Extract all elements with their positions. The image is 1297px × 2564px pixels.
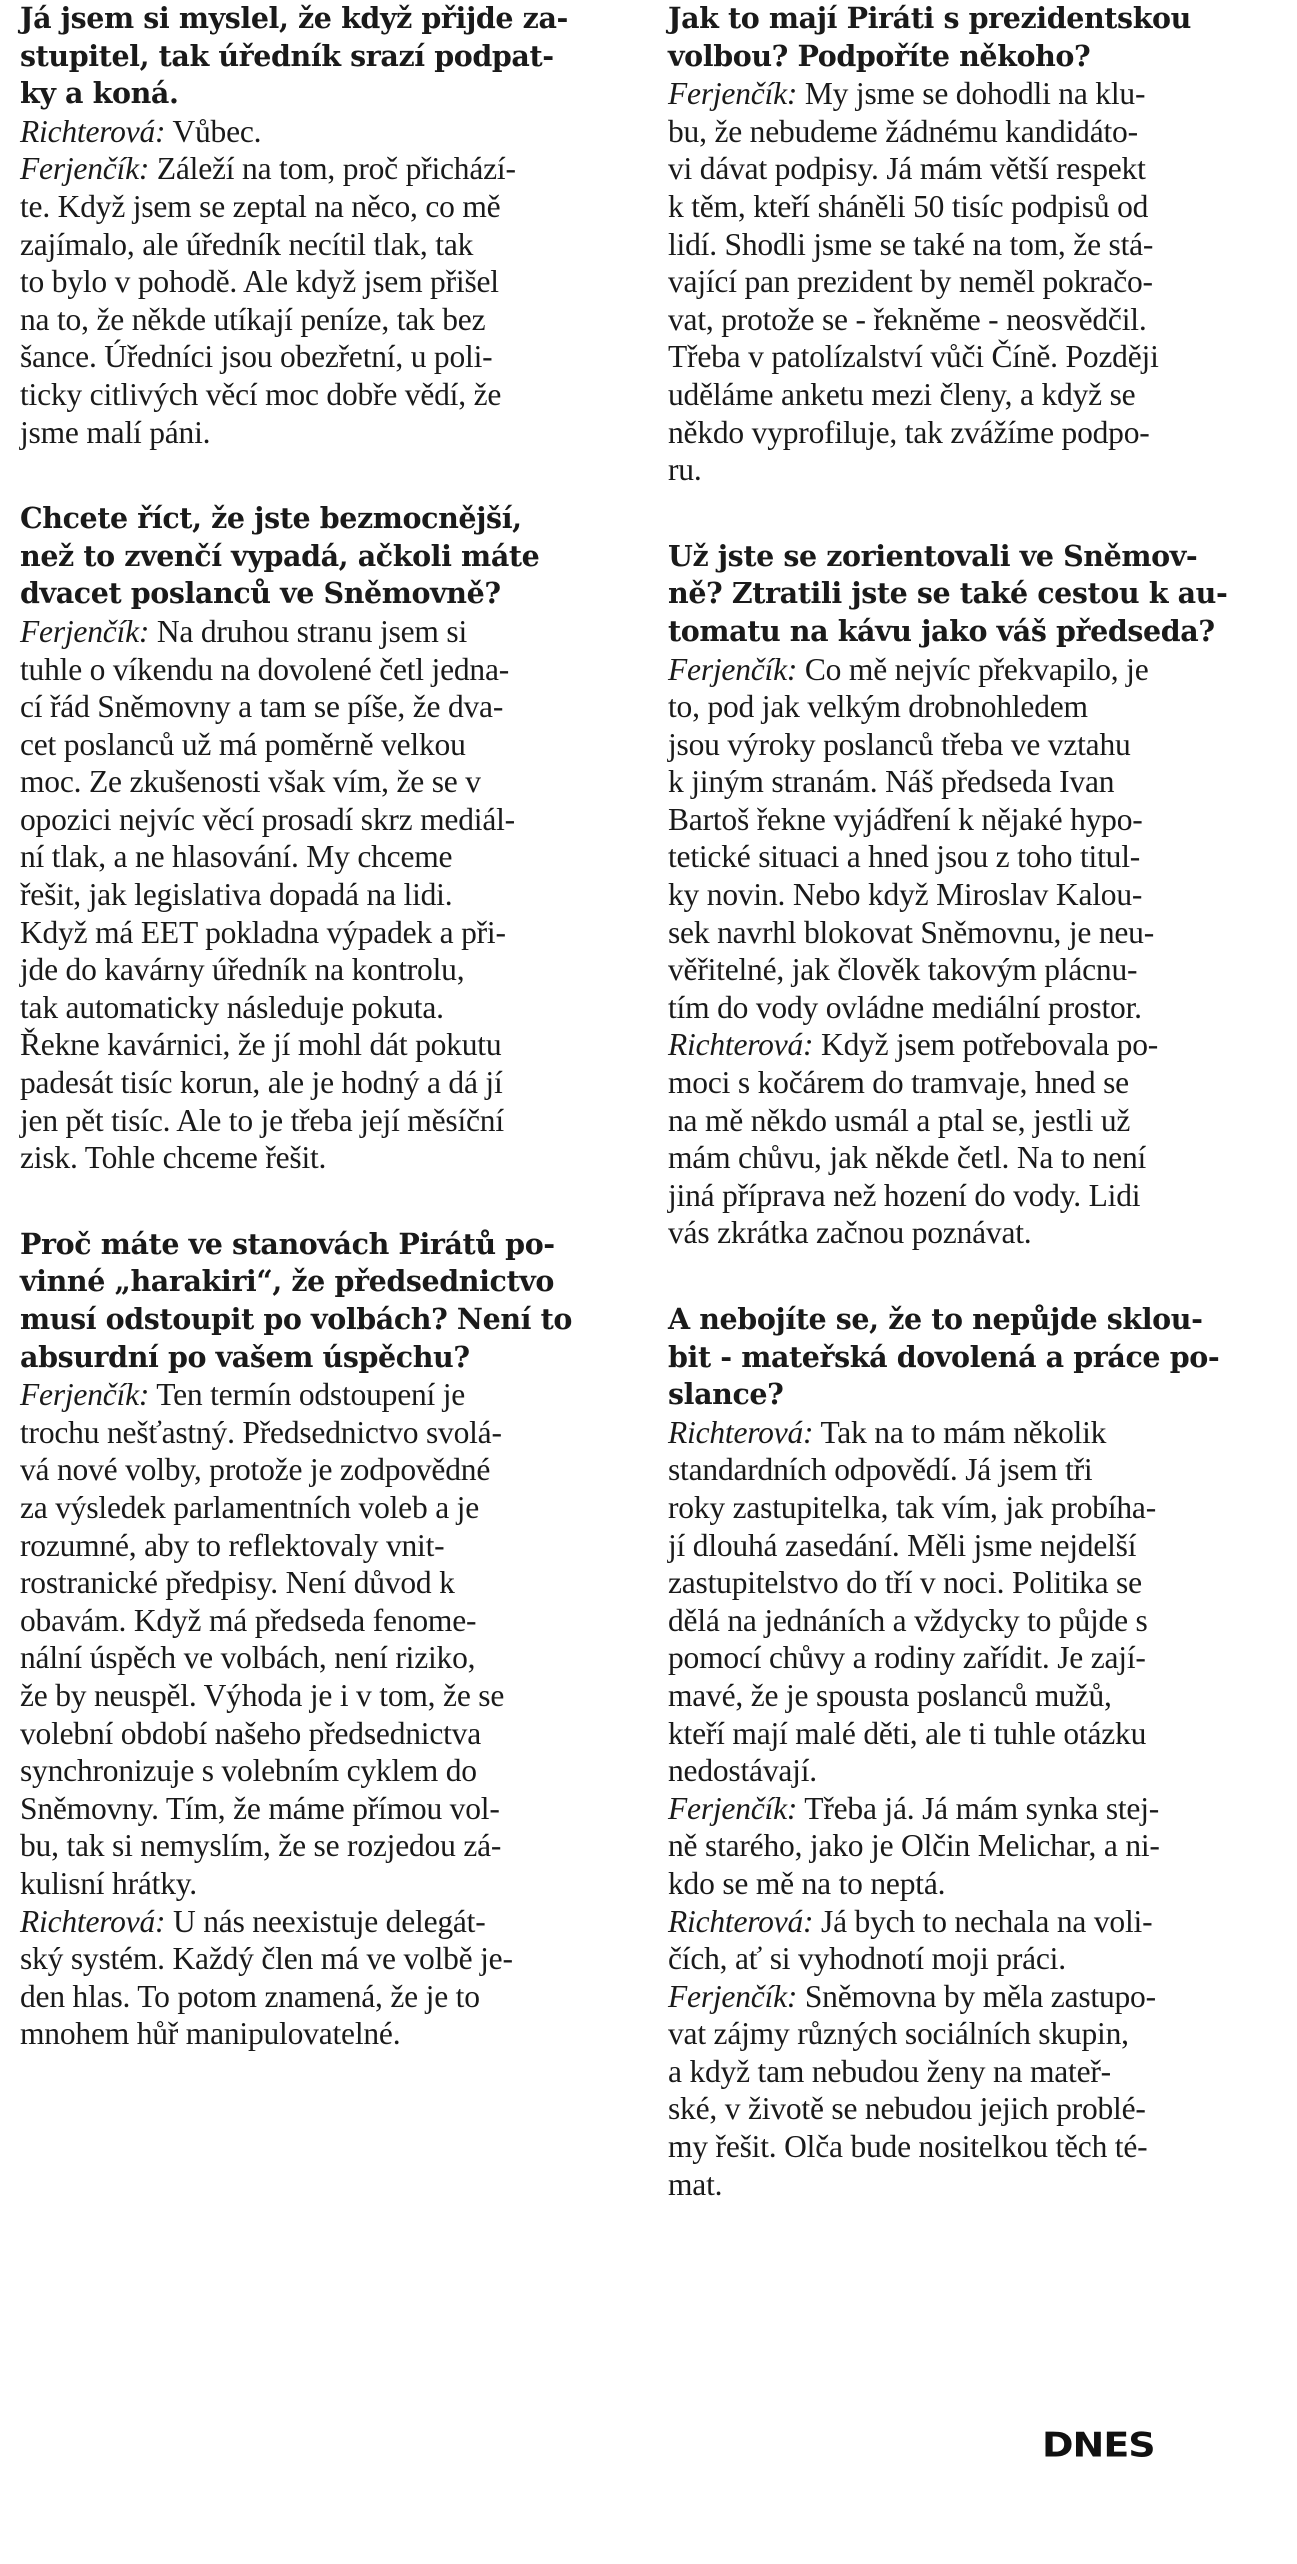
text-line: trochu nešťastný. Předsednictvo svolá- xyxy=(20,1414,502,1450)
interview-answer xyxy=(668,1903,1268,1978)
text-line: kdo se mě na to neptá. xyxy=(668,1865,946,1901)
text-line: Jak to mají Piráti s prezidentskou xyxy=(668,1,1191,35)
text-line: cet poslanců už má poměrně velkou xyxy=(20,726,466,762)
text-line: kulisní hrátky. xyxy=(20,1865,197,1901)
speaker-name: Richterová: xyxy=(668,1414,814,1450)
interview-question xyxy=(668,538,1268,651)
text-line: volbou? Podpoříte někoho? xyxy=(668,38,1091,73)
interview-answer xyxy=(668,1026,1268,1252)
speaker-name: Ferjenčík: xyxy=(668,76,798,112)
text-line: bit - mateřská dovolená a práce po- xyxy=(668,1339,1220,1374)
text-line: Záleží na tom, proč přichází- xyxy=(156,151,516,187)
text-line: vat, protože se - řekněme - neosvědčil. xyxy=(668,301,1147,337)
text-line: mám chůvu, jak někde četl. Na to není xyxy=(668,1140,1147,1176)
text-line: Já bych to nechala na voli- xyxy=(821,1903,1153,1939)
text-line: ky a koná. xyxy=(20,76,179,111)
text-line: den hlas. To potom znamená, že je to xyxy=(20,1978,480,2014)
text-line: Co mě nejvíc překvapilo, je xyxy=(804,651,1149,687)
interview-answer xyxy=(668,1414,1268,1790)
text-line: vás zkrátka začnou poznávat. xyxy=(668,1215,1032,1251)
text-line: mnohem hůř manipulovatelné. xyxy=(20,2016,401,2052)
speaker-name: Richterová: xyxy=(668,1903,814,1939)
text-line: ky novin. Nebo když Miroslav Kalou- xyxy=(668,877,1143,913)
interview-question xyxy=(20,500,620,613)
speaker-name: Richterová: xyxy=(20,113,166,149)
paragraph-gap xyxy=(20,451,620,500)
text-line: jsme malí páni. xyxy=(20,414,211,450)
speaker-name: Ferjenčík: xyxy=(668,651,798,687)
interview-answer xyxy=(668,1790,1268,1903)
speaker-name: Ferjenčík: xyxy=(20,1377,150,1413)
text-line: bu, tak si nemyslím, že se rozjedou zá- xyxy=(20,1828,502,1864)
text-line: vinné „harakiri“, že předsednictvo xyxy=(20,1264,554,1299)
text-line: vá nové volby, protože je zodpovědné xyxy=(20,1452,491,1488)
text-line: volební období našeho předsednictva xyxy=(20,1715,482,1751)
text-line: to, pod jak velkým drobnohledem xyxy=(668,689,1088,725)
text-line: to bylo v pohodě. Ale když jsem přišel xyxy=(20,264,499,300)
text-line: ské, v životě se nebudou jejich problé- xyxy=(668,2091,1146,2127)
text-line: tuhle o víkendu na dovolené četl jedna- xyxy=(20,651,510,687)
text-line: A nebojíte se, že to nepůjde sklou- xyxy=(668,1302,1203,1336)
text-line: nální úspěch ve volbách, není riziko, xyxy=(20,1640,476,1676)
text-line: jen pět tisíc. Ale to je třeba její měsíční xyxy=(20,1102,504,1138)
text-line: tomatu na kávu jako váš předseda? xyxy=(668,613,1215,648)
text-line: roky zastupitelka, tak vím, jak probíha- xyxy=(668,1489,1156,1525)
text-line: zisk. Tohle chceme řešit. xyxy=(20,1140,327,1176)
paragraph-gap xyxy=(20,1177,620,1226)
text-line: rostranické předpisy. Není důvod k xyxy=(20,1565,455,1601)
speaker-name: Ferjenčík: xyxy=(20,613,150,649)
text-line: standardních odpovědí. Já jsem tři xyxy=(668,1452,1093,1488)
text-line: Když má EET pokladna výpadek a při- xyxy=(20,914,506,950)
text-line: ru. xyxy=(668,452,702,488)
speaker-name: Richterová: xyxy=(668,1027,814,1063)
text-line: Na druhou stranu jsem si xyxy=(156,613,468,649)
text-line: Třeba já. Já mám synka stej- xyxy=(804,1790,1160,1826)
text-line: vi dávat podpisy. Já mám větší respekt xyxy=(668,151,1146,187)
text-line: jí dlouhá zasedání. Měli jsme nejdelší xyxy=(668,1527,1137,1563)
text-line: než to zvenčí vypadá, ačkoli máte xyxy=(20,538,540,573)
text-line: vající pan prezident by neměl pokračo- xyxy=(668,264,1153,300)
text-line: mat. xyxy=(668,2166,723,2202)
text-line: že by neuspěl. Výhoda je i v tom, že se xyxy=(20,1677,505,1713)
text-line: slance? xyxy=(668,1377,784,1412)
text-line: někdo vyprofiluje, tak zvážíme podpo- xyxy=(668,414,1150,450)
text-line: cí řád Sněmovny a tam se píše, že dva- xyxy=(20,689,504,725)
speaker-name: Ferjenčík: xyxy=(20,151,150,187)
text-line: stupitel, tak úředník srazí podpat- xyxy=(20,38,554,73)
interview-answer xyxy=(20,1903,620,2053)
text-line: my řešit. Olča bude nositelkou těch té- xyxy=(668,2129,1148,2165)
text-line: ticky citlivých věcí moc dobře vědí, že xyxy=(20,376,502,412)
text-line: za výsledek parlamentních voleb a je xyxy=(20,1489,479,1525)
text-line: mavé, že je spousta poslanců mužů, xyxy=(668,1677,1112,1713)
text-line: na to, že někde utíkají peníze, tak bez xyxy=(20,301,486,337)
text-line: vat zájmy různých sociálních skupin, xyxy=(668,2016,1129,2052)
text-line: te. Když jsem se zeptal na něco, co mě xyxy=(20,188,501,224)
text-line: U nás neexistuje delegát- xyxy=(173,1903,486,1939)
interview-question xyxy=(668,1301,1268,1414)
text-line: ně starého, jako je Olčin Melichar, a ni- xyxy=(668,1828,1160,1864)
text-line: k těm, kteří sháněli 50 tisíc podpisů od xyxy=(668,188,1149,224)
text-line: Chcete říct, že jste bezmocnější, xyxy=(20,501,522,536)
text-line: Když jsem potřebovala po- xyxy=(821,1027,1159,1063)
text-line: dělá na jednáních a vždycky to půjde s xyxy=(668,1602,1148,1638)
text-line: Proč máte ve stanovách Pirátů po- xyxy=(20,1226,555,1261)
text-line: Řekne kavárnici, že jí mohl dát pokutu xyxy=(20,1027,502,1063)
interview-answer xyxy=(20,613,620,1177)
text-line: synchronizuje s volebním cyklem do xyxy=(20,1753,477,1789)
text-line: musí odstoupit po volbách? Není to xyxy=(20,1302,572,1336)
paragraph-gap xyxy=(668,489,1268,538)
text-line: dvacet poslanců ve Sněmovně? xyxy=(20,576,501,611)
text-line: obavám. Když má předseda fenome- xyxy=(20,1602,477,1638)
interview-question xyxy=(20,1226,620,1376)
text-line: moci s kočárem do tramvaje, hned se xyxy=(668,1065,1129,1101)
interview-answer xyxy=(20,1376,620,1902)
interview-question xyxy=(20,0,620,113)
text-line: rozumné, aby to reflektovaly vnit- xyxy=(20,1527,445,1563)
speaker-name: Richterová: xyxy=(20,1903,166,1939)
text-line: tetické situaci a hned jsou z toho titul- xyxy=(668,839,1141,875)
text-line: tím do vody ovládne mediální prostor. xyxy=(668,989,1142,1025)
text-line: ský systém. Každý člen má ve volbě je- xyxy=(20,1941,513,1977)
text-line: nedostávají. xyxy=(668,1753,817,1789)
text-line: zajímalo, ale úředník necítil tlak, tak xyxy=(20,226,474,262)
text-line: Ten termín odstoupení je xyxy=(156,1377,466,1413)
text-line: kteří mají malé děti, ale ti tuhle otázku xyxy=(668,1715,1147,1751)
text-line: šance. Úředníci jsou obezřetní, u poli- xyxy=(20,339,493,375)
text-line: a když tam nebudou ženy na mateř- xyxy=(668,2053,1111,2089)
interview-answer xyxy=(20,150,620,451)
text-line: Vůbec. xyxy=(172,113,262,149)
text-line: čích, ať si vyhodnotí moji práci. xyxy=(668,1941,1066,1977)
text-line: jde do kavárny úředník na kontrolu, xyxy=(20,952,465,988)
speaker-name: Ferjenčík: xyxy=(668,1978,798,2014)
text-line: sek navrhl blokovat Sněmovnu, je neu- xyxy=(668,914,1155,950)
text-line: Už jste se zorientovali ve Sněmov- xyxy=(668,538,1198,573)
right-column xyxy=(668,0,1268,2203)
text-line: Sněmovny. Tím, že máme přímou vol- xyxy=(20,1790,500,1826)
text-line: pomocí chůvy a rodiny zařídit. Je zají- xyxy=(668,1640,1146,1676)
text-line: na mě někdo usmál a ptal se, jestli už xyxy=(668,1102,1131,1138)
interview-question xyxy=(668,0,1268,75)
paragraph-gap xyxy=(668,1252,1268,1301)
text-line: Třeba v patolízalství vůči Číně. Později xyxy=(668,339,1159,375)
text-line: ně? Ztratili jste se také cestou k au- xyxy=(668,576,1228,611)
text-line: Já jsem si myslel, že když přijde za- xyxy=(20,1,568,35)
text-line: moc. Ze zkušenosti však vím, že se v xyxy=(20,764,481,800)
text-line: bu, že nebudeme žádnému kandidáto- xyxy=(668,113,1138,149)
text-line: jsou výroky poslanců třeba ve vztahu xyxy=(668,726,1131,762)
left-column xyxy=(20,0,620,2053)
text-line: opozici nejvíc věcí prosadí skrz mediál- xyxy=(20,801,515,837)
interview-answer xyxy=(668,1978,1268,2204)
text-line: k jiným stranám. Náš předseda Ivan xyxy=(668,764,1115,800)
interview-answer xyxy=(668,75,1268,489)
text-line: tak automaticky následuje pokuta. xyxy=(20,989,444,1025)
text-line: My jsme se dohodli na klu- xyxy=(804,76,1146,112)
dnes-logo: DNES xyxy=(1042,2425,1155,2465)
text-line: Bartoš řekne vyjádření k nějaké hypo- xyxy=(668,801,1143,837)
text-line: ní tlak, a ne hlasování. My chceme xyxy=(20,839,453,875)
text-line: uděláme anketu mezi členy, a když se xyxy=(668,376,1136,412)
text-line: jiná příprava než hození do vody. Lidi xyxy=(668,1177,1141,1213)
text-line: lidí. Shodli jsme se také na tom, že stá- xyxy=(668,226,1154,262)
text-line: Tak na to mám několik xyxy=(820,1414,1107,1450)
text-line: padesát tisíc korun, ale je hodný a dá jí xyxy=(20,1065,503,1101)
text-line: zastupitelstvo do tří v noci. Politika se xyxy=(668,1565,1142,1601)
text-line: absurdní po vašem úspěchu? xyxy=(20,1339,470,1374)
speaker-name: Ferjenčík: xyxy=(668,1790,798,1826)
interview-answer xyxy=(20,113,620,151)
text-line: Sněmovna by měla zastupo- xyxy=(804,1978,1156,2014)
text-line: řešit, jak legislativa dopadá na lidi. xyxy=(20,877,453,913)
interview-answer xyxy=(668,651,1268,1027)
text-line: věřitelné, jak člověk takovým plácnu- xyxy=(668,952,1138,988)
